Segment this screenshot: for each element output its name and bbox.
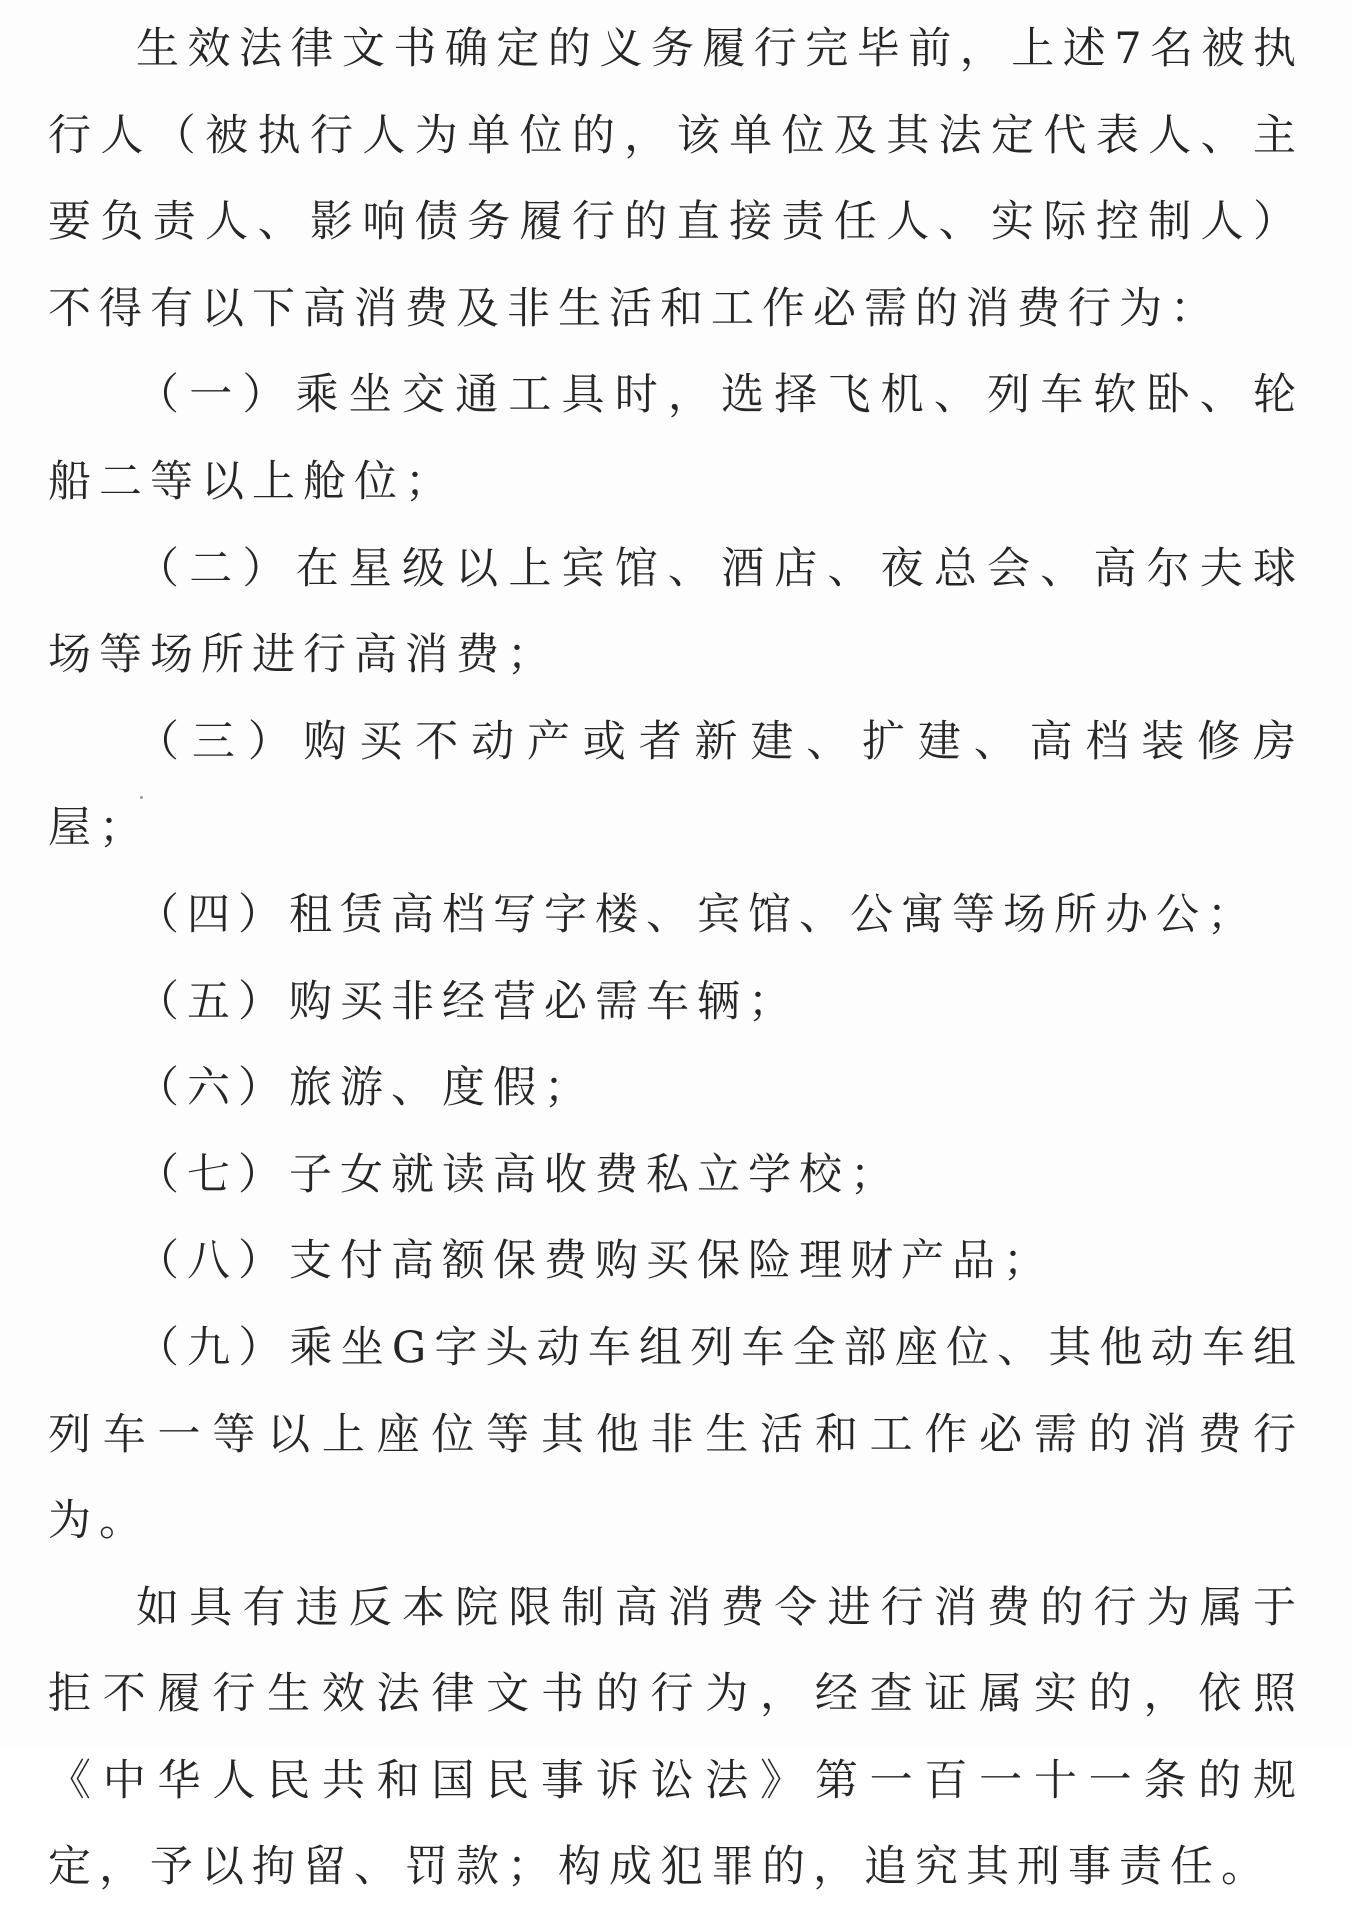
closing-paragraph: 如具有违反本院限制高消费令进行消费的行为属于拒不履行生效法律文书的行为，经查证属实的，依照《中华人民共和国民事诉讼法》第一百一十一条的规定，予以拘留、罚款；构成犯罪的，追究其刑事责任。	[48, 1582, 1304, 1893]
list-item: （一）乘坐交通工具时，选择飞机、列车软卧、轮船二等以上舱位；	[48, 370, 1304, 507]
intro-paragraph: 生效法律文书确定的义务履行完毕前，上述7名被执行人（被执行人为单位的，该单位及其法定代表人、主要负责人、影响债务履行的直接责任人、实际控制人）不得有以下高消费及非生活和工作必需的消费行为：	[48, 24, 1304, 334]
list-item: （七）子女就读高收费私立学校；	[136, 1149, 901, 1200]
list-item: （八）支付高额保费购买保险理财产品；	[136, 1236, 1054, 1287]
list-item: （二）在星级以上宾馆、酒店、夜总会、高尔夫球场等场所进行高消费；	[48, 543, 1304, 681]
list-item: （五）购买非经营必需车辆；	[136, 976, 799, 1027]
list-item: （九）乘坐G字头动车组列车全部座位、其他动车组列车一等以上座位等其他非生活和工作必需的消费行为。	[48, 1322, 1304, 1547]
list-item: （六）旅游、度假；	[136, 1063, 595, 1114]
list-item: （三）购买不动产或者新建、扩建、高档装修房屋；	[48, 716, 1304, 854]
list-item: （四）租赁高档写字楼、宾馆、公寓等场所办公；	[136, 889, 1258, 940]
document-body	[48, 6, 1304, 1911]
scan-speck	[140, 796, 143, 799]
